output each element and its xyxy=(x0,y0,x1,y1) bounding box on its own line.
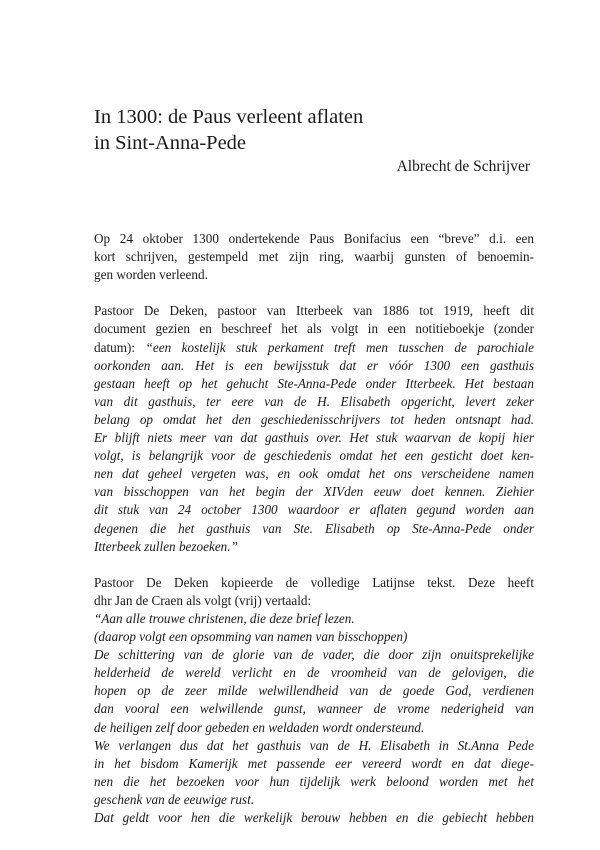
text-line: gen worden verleend. xyxy=(94,267,208,283)
quote-line: geschenk van de eeuwige rust. xyxy=(94,791,255,807)
text-line: dhr Jan de Craen als volgt (vrij) vertaald: xyxy=(94,592,312,608)
text-line xyxy=(94,339,534,357)
text-line: Pastoor De Deken kopieerde de volledige Latijnse tekst. Deze heeft xyxy=(94,574,534,590)
text-line: Op 24 oktober 1300 ondertekende Paus Bonifacius een “breve” d.i. een xyxy=(94,231,534,246)
quote-line: “Aan alle trouwe christenen, die deze brief lezen. xyxy=(94,610,355,626)
quote-line: volgt, is belangrijk voor de geschiedenis omdat het een gesticht doet ken- xyxy=(94,448,534,464)
quote-line: degenen die het gasthuis van Ste. Elisabeth op Ste-Anna-Pede onder xyxy=(94,520,534,536)
text-line: document gezien en beschreef het als volgt in een notitieboekje (zonder xyxy=(94,321,534,337)
quote-line: (daarop volgt een opsomming van namen van bisschoppen) xyxy=(94,629,408,645)
quote-line: nen dat geheel vergeten was, en ook omdat het ons verscheidene namen xyxy=(94,466,534,482)
paragraph-de-deken xyxy=(94,302,534,555)
quote-line: belang op omdat het den geschiedenisschrijvers tot heden ontsnapt had. xyxy=(94,411,534,427)
article-title-line: in Sint-Anna-Pede xyxy=(94,132,247,154)
quote-line: van dit gasthuis, ter eere van de H. Elisabeth opgericht, levert zeker xyxy=(94,393,534,409)
quote-line: helderheid de wereld verlicht en de vroomheid van de gelovigen, die xyxy=(94,665,534,681)
article-author: Albrecht de Schrijver xyxy=(396,158,530,175)
quote-line: de heiligen zelf door gebeden en weldaden wordt ondersteund. xyxy=(94,719,425,735)
quote-line: De schittering van de glorie van de vader, die door zijn onuitsprekelijke xyxy=(94,647,534,663)
text-line-prefix: datum): xyxy=(94,339,146,355)
quote-line: gestaan heeft op het gehucht Ste-Anna-Pede onder Itterbeek. Het bestaan xyxy=(94,375,534,391)
article-title-line: In 1300: de Paus verleent aflaten xyxy=(94,106,364,128)
quote-line: dit stuk van 24 october 1300 waardoor er aflaten gegund worden aan xyxy=(94,502,534,518)
text-line: Pastoor De Deken, pastoor van Itterbeek van 1886 tot 1919, heeft dit xyxy=(94,303,534,319)
quote-line: hopen op de zeer milde welwillendheid van de goede God, verdienen xyxy=(94,683,534,699)
paragraph-translation xyxy=(94,574,534,827)
text-line: kort schrijven, gestempeld met zijn ring, waarbij gunsten of benoemin- xyxy=(94,249,534,265)
quote-text: “een kostelijk stuk perkament treft men tusschen de parochiale xyxy=(145,339,534,355)
quote-line: Er blijft niets meer van dat gasthuis over. Het stuk waarvan de kopij hier xyxy=(94,430,534,446)
quote-line: van bisschoppen van het begin der XIVden eeuw doet kennen. Ziehier xyxy=(94,484,534,500)
quote-line: Dat geldt voor hen die werkelijk berouw hebben en die gebiecht hebben xyxy=(94,810,534,825)
paragraph-intro xyxy=(94,230,534,284)
quote-line: in het bisdom Kamerijk met passende eer vereerd wordt en dat diege- xyxy=(94,755,534,771)
quote-line: dan vooral een welwillende gunst, wanneer de vrome nederigheid van xyxy=(94,701,534,717)
quote-line: We verlangen dus dat het gasthuis van de H. Elisabeth in St.Anna Pede xyxy=(94,737,534,753)
quote-line: Itterbeek zullen bezoeken.” xyxy=(94,538,238,554)
quote-line: oorkonden aan. Het is een bewijsstuk dat er vóór 1300 een gasthuis xyxy=(94,357,534,373)
article-title xyxy=(94,104,363,156)
quote-line: nen die het bezoeken voor hun tijdelijk werk beloond worden met het xyxy=(94,773,534,789)
article-body xyxy=(94,230,534,845)
